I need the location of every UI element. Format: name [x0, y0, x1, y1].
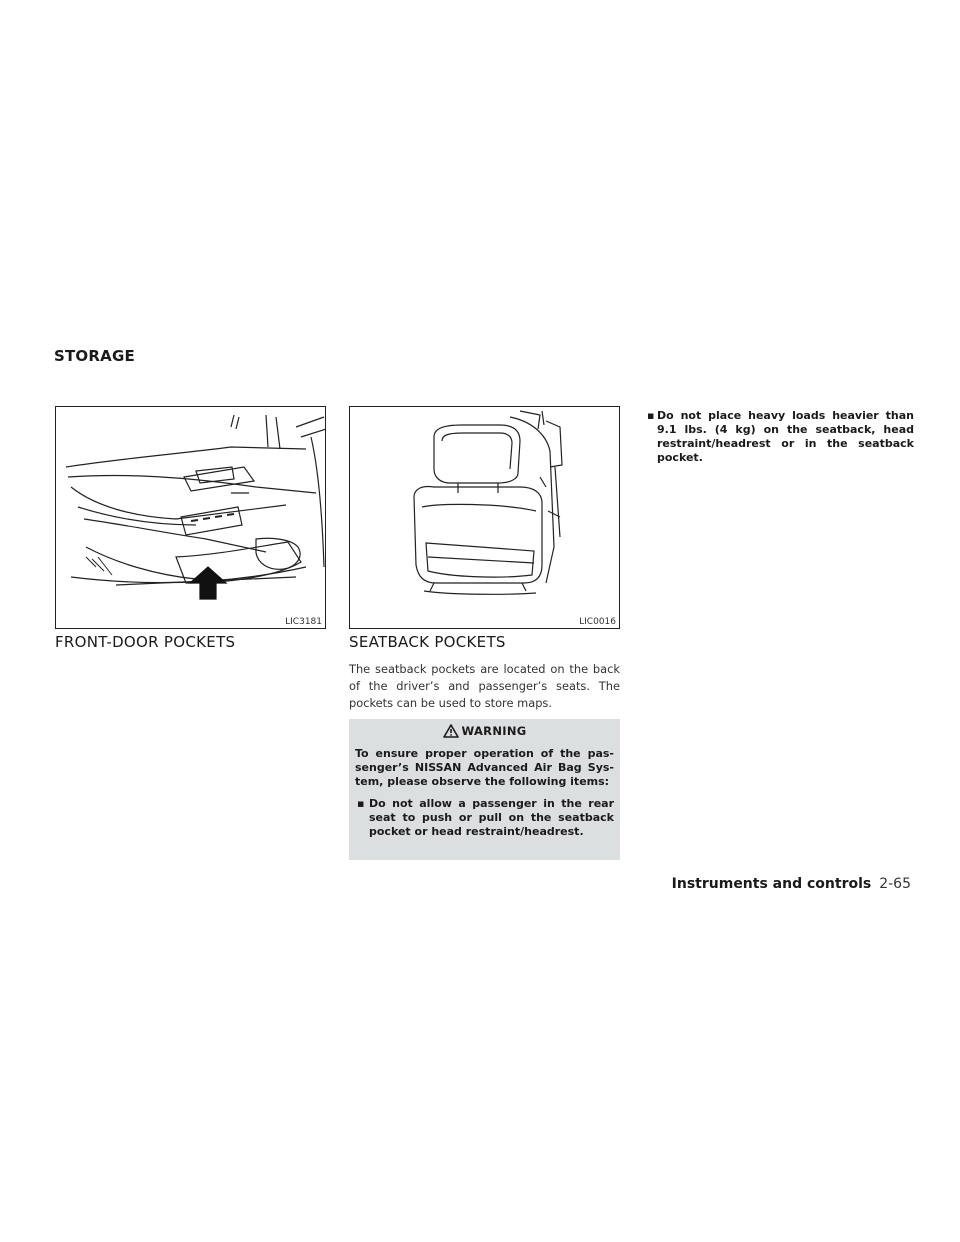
front-door-illustration [55, 406, 326, 629]
warning-intro: To ensure proper operation of the pas-senger’s NISSAN Advanced Air Bag Sys-tem, please observe the following items: [355, 747, 614, 788]
figure-code: LIC3181 [285, 617, 322, 627]
warning-box [349, 719, 620, 860]
warning-bullet-text: Do not place heavy loads heavier than 9.1 lbs. (4 kg) on the seatback, head restraint/headrest or in the seatback pocket. [657, 409, 914, 464]
bullet-marker: ▪ [357, 797, 365, 810]
chapter-title: Instruments and controls [671, 876, 872, 892]
warning-bullet-text: Do not allow a passenger in the rear seat to push or pull on the seatback pocket or head restraint/headrest. [369, 797, 614, 838]
section-title: STORAGE [54, 347, 135, 365]
warning-icon [443, 724, 459, 738]
front-door-pockets-heading: FRONT-DOOR POCKETS [55, 633, 236, 651]
seatback-description: The seatback pockets are located on the back of the driver’s and passenger’s seats. The pockets can be used to store maps. [349, 662, 620, 710]
warning-title: WARNING [461, 724, 527, 738]
warning-header [355, 719, 614, 743]
figure-code: LIC0016 [579, 617, 616, 627]
bullet-marker: ▪ [647, 409, 655, 422]
page-footer [672, 876, 911, 892]
warning-bullet [355, 797, 614, 839]
warning-bullet-continued [643, 409, 914, 465]
seatback-illustration [349, 406, 620, 629]
page-number: 2-65 [879, 876, 911, 892]
seatback-pockets-heading: SEATBACK POCKETS [349, 633, 506, 651]
